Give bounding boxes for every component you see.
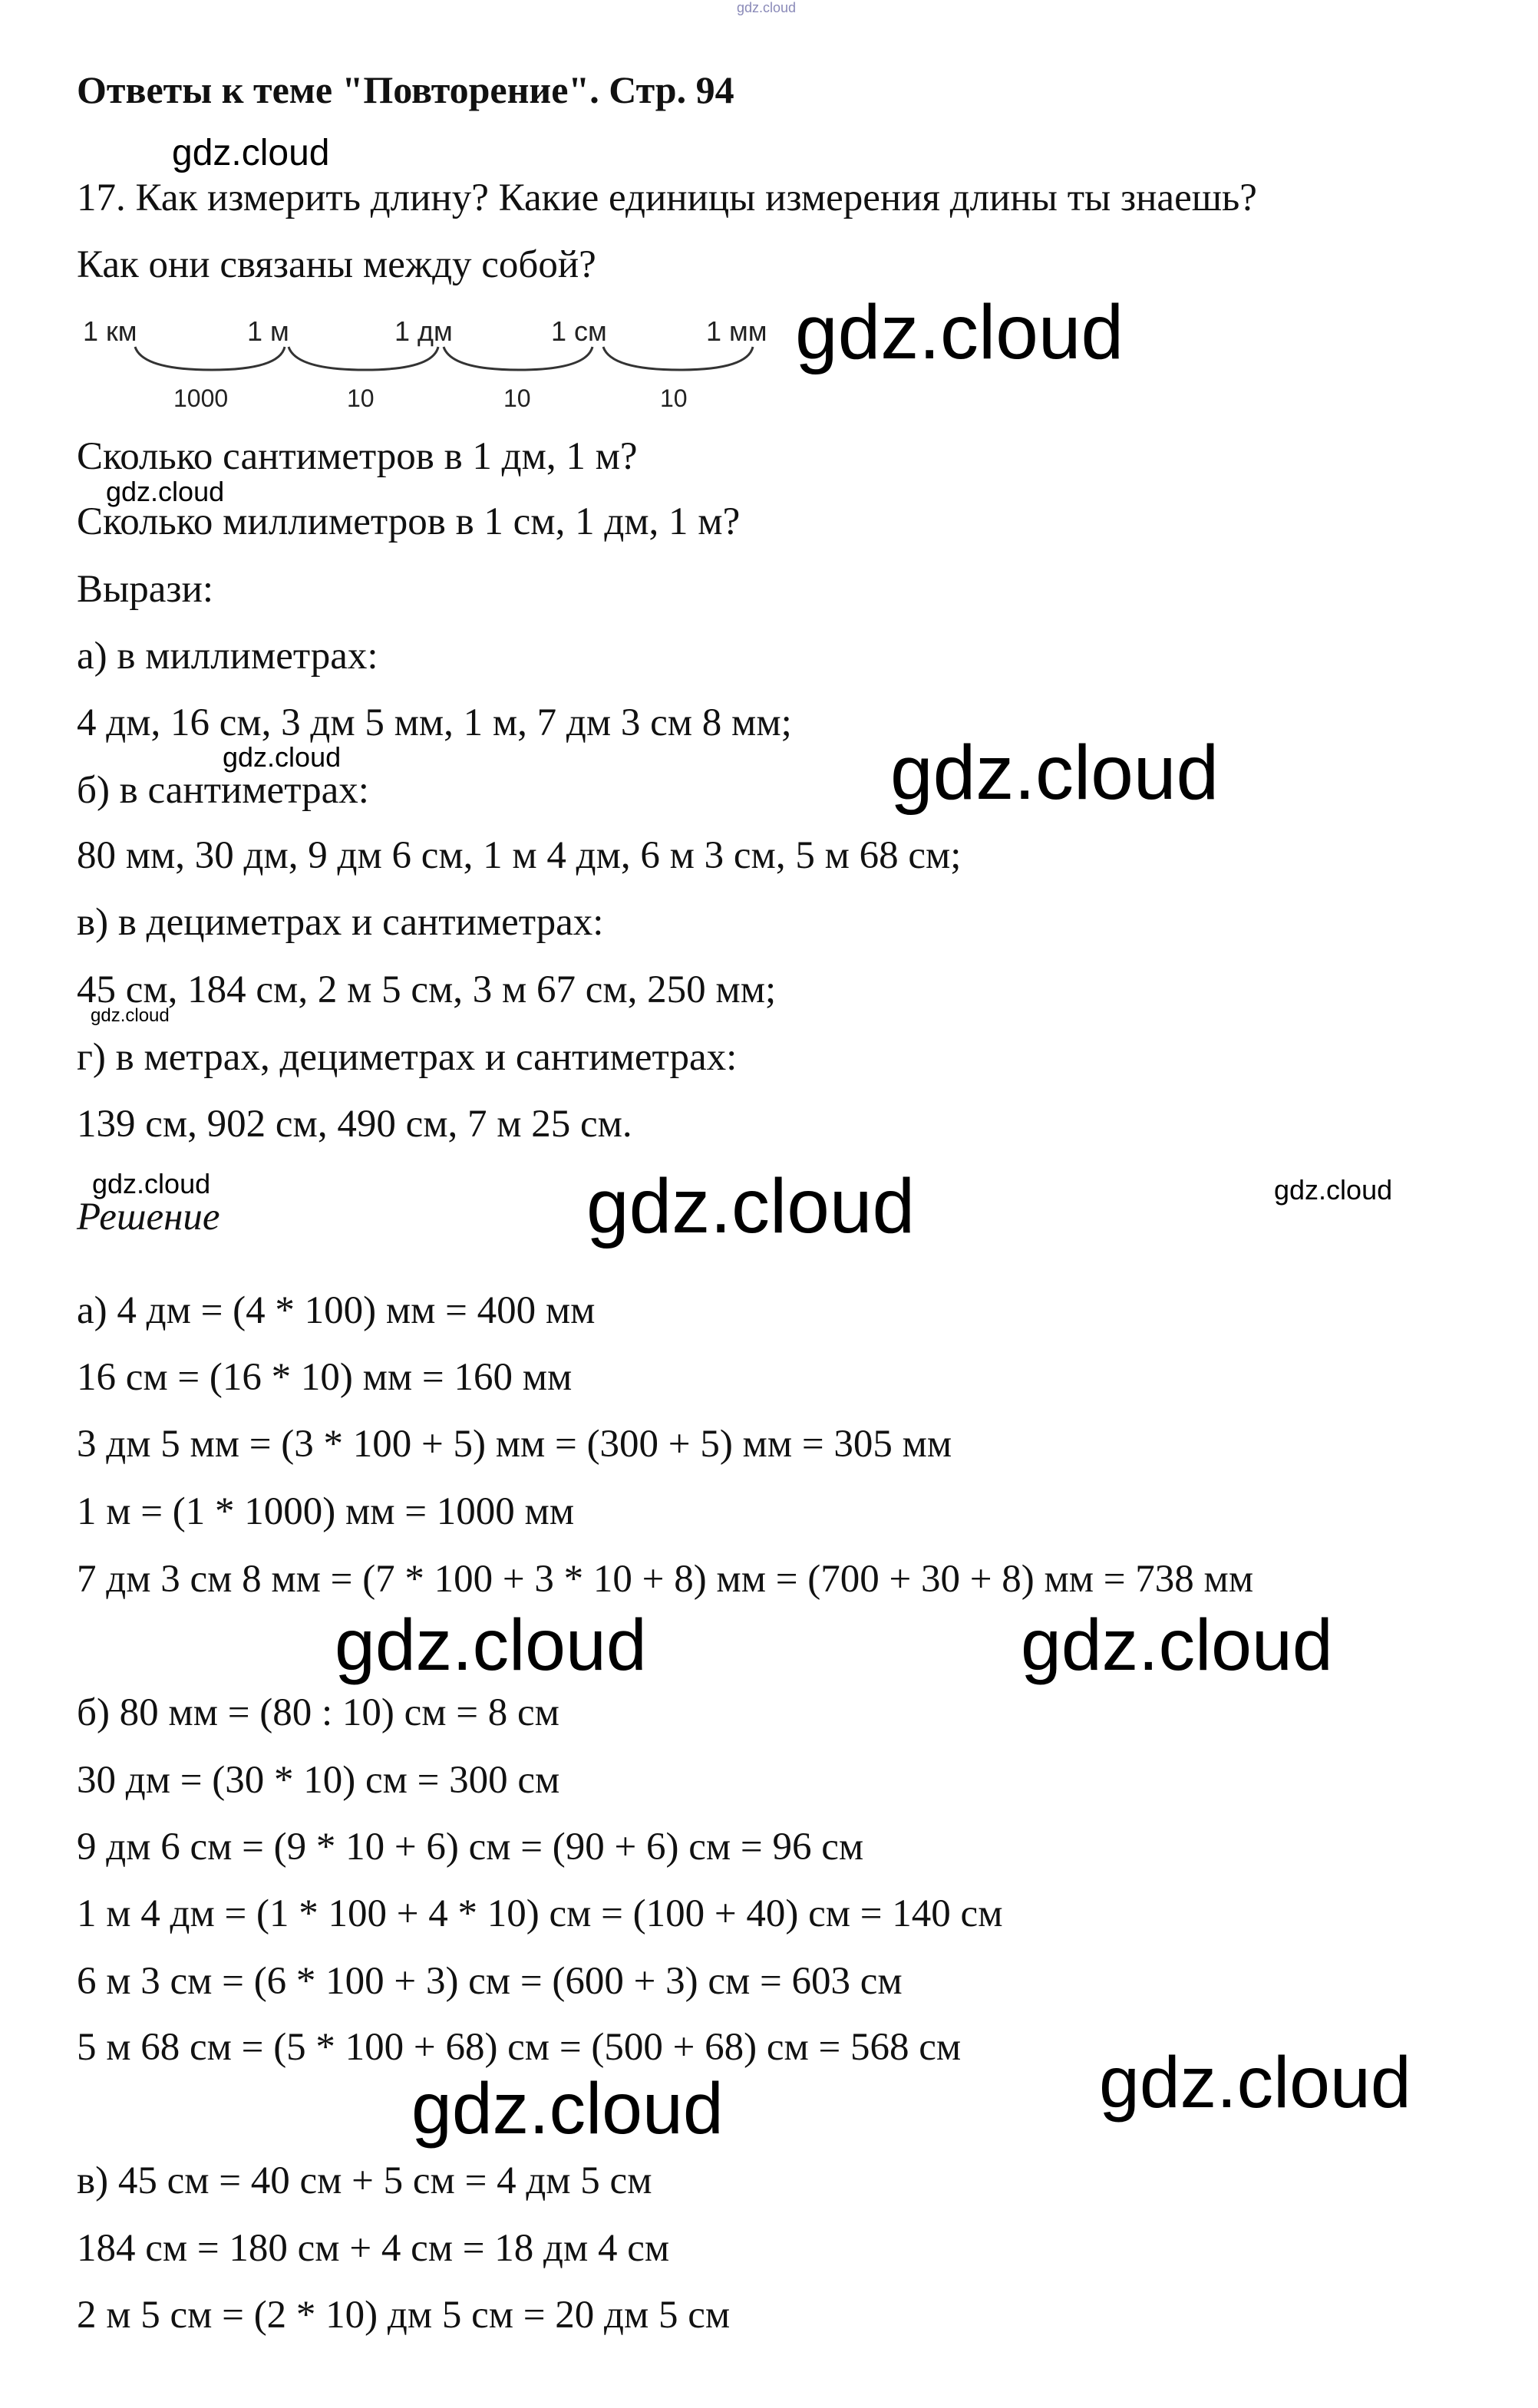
watermark: gdz.cloud <box>795 289 1124 375</box>
task-item-label: б) в сантиметрах: <box>77 769 369 812</box>
solution-heading: Решение <box>77 1196 220 1239</box>
unit-label: 1 мм <box>706 315 767 347</box>
watermark: gdz.cloud <box>335 1605 647 1686</box>
watermark: gdz.cloud <box>586 1163 916 1249</box>
unit-label: 1 м <box>247 315 289 347</box>
solution-line: 30 дм = (30 * 10) см = 300 см <box>77 1759 560 1802</box>
unit-label: 1 см <box>551 315 607 347</box>
solution-line: 3 дм 5 мм = (3 * 100 + 5) мм = (300 + 5) мм = 305 мм <box>77 1423 952 1466</box>
bracket <box>289 347 438 370</box>
page-title: Ответы к теме "Повторение". Стр. 94 <box>77 68 734 111</box>
solution-line: 7 дм 3 см 8 мм = (7 * 100 + 3 * 10 + 8) мм = (700 + 30 + 8) мм = 738 мм <box>77 1558 1254 1601</box>
task-item-label: а) в миллиметрах: <box>77 635 378 678</box>
task-item-values: 80 мм, 30 дм, 9 дм 6 см, 1 м 4 дм, 6 м 3 см, 5 м 68 см; <box>77 834 962 877</box>
brackets <box>135 347 753 370</box>
watermark: gdz.cloud <box>223 741 342 773</box>
solution-line: в) 45 см = 40 см + 5 см = 4 дм 5 см <box>77 2159 652 2202</box>
solution-line: 2 м 5 см = (2 * 10) дм 5 см = 20 дм 5 см <box>77 2294 731 2337</box>
bracket <box>603 347 753 370</box>
question-line: Сколько сантиметров в 1 дм, 1 м? <box>77 435 638 478</box>
solution-line: 6 м 3 см = (6 * 100 + 3) см = (600 + 3) см = 603 см <box>77 1960 903 2003</box>
watermark: gdz.cloud <box>92 1168 211 1199</box>
question-line: Вырази: <box>77 568 214 611</box>
watermark: gdz.cloud <box>91 1005 170 1026</box>
watermark: gdz.cloud <box>737 0 797 15</box>
solution-line: 1 м 4 дм = (1 * 100 + 4 * 10) см = (100 + 40) см = 140 см <box>77 1892 1003 1935</box>
unit-label: 1 км <box>83 315 137 347</box>
question-line: Сколько миллиметров в 1 см, 1 дм, 1 м? <box>77 500 741 543</box>
task-item-label: г) в метрах, дециметрах и сантиметрах: <box>77 1036 738 1079</box>
task-item-values: 4 дм, 16 см, 3 дм 5 мм, 1 м, 7 дм 3 см 8 мм; <box>77 701 792 744</box>
task-item-label: в) в дециметрах и сантиметрах: <box>77 901 604 944</box>
watermark: gdz.cloud <box>1099 2042 1411 2123</box>
solution-line: а) 4 дм = (4 * 100) мм = 400 мм <box>77 1289 596 1332</box>
solution-line: 16 см = (16 * 10) мм = 160 мм <box>77 1356 573 1399</box>
solution-line: б) 80 мм = (80 : 10) см = 8 см <box>77 1691 559 1734</box>
watermark: gdz.cloud <box>890 730 1220 816</box>
bracket <box>444 347 592 370</box>
factor-label: 1000 <box>173 384 229 412</box>
factor-label: 10 <box>503 384 531 412</box>
watermark: gdz.cloud <box>106 476 225 507</box>
solution-line: 184 см = 180 см + 4 см = 18 дм 4 см <box>77 2227 670 2270</box>
question-line: Как они связаны между собой? <box>77 243 596 286</box>
factor-labels <box>173 384 688 412</box>
factor-label: 10 <box>347 384 375 412</box>
solution-line: 1 м = (1 * 1000) мм = 1000 мм <box>77 1490 575 1533</box>
watermark: gdz.cloud <box>411 2068 724 2149</box>
solution-line: 5 м 68 см = (5 * 100 + 68) см = (500 + 68) см = 568 см <box>77 2026 962 2069</box>
solution-line: 9 дм 6 см = (9 * 10 + 6) см = (90 + 6) см = 96 см <box>77 1826 864 1869</box>
length-units-diagram <box>74 301 803 416</box>
unit-labels <box>83 315 767 347</box>
watermark: gdz.cloud <box>1274 1174 1393 1206</box>
task-item-values: 139 см, 902 см, 490 см, 7 м 25 см. <box>77 1103 632 1146</box>
task-item-values: 45 см, 184 см, 2 м 5 см, 3 м 67 см, 250 мм; <box>77 968 777 1011</box>
factor-label: 10 <box>660 384 688 412</box>
watermark: gdz.cloud <box>172 133 330 173</box>
question-line: 17. Как измерить длину? Какие единицы измерения длины ты знаешь? <box>77 176 1257 219</box>
watermark: gdz.cloud <box>1021 1605 1333 1686</box>
bracket <box>135 347 285 370</box>
unit-label: 1 дм <box>394 315 453 347</box>
